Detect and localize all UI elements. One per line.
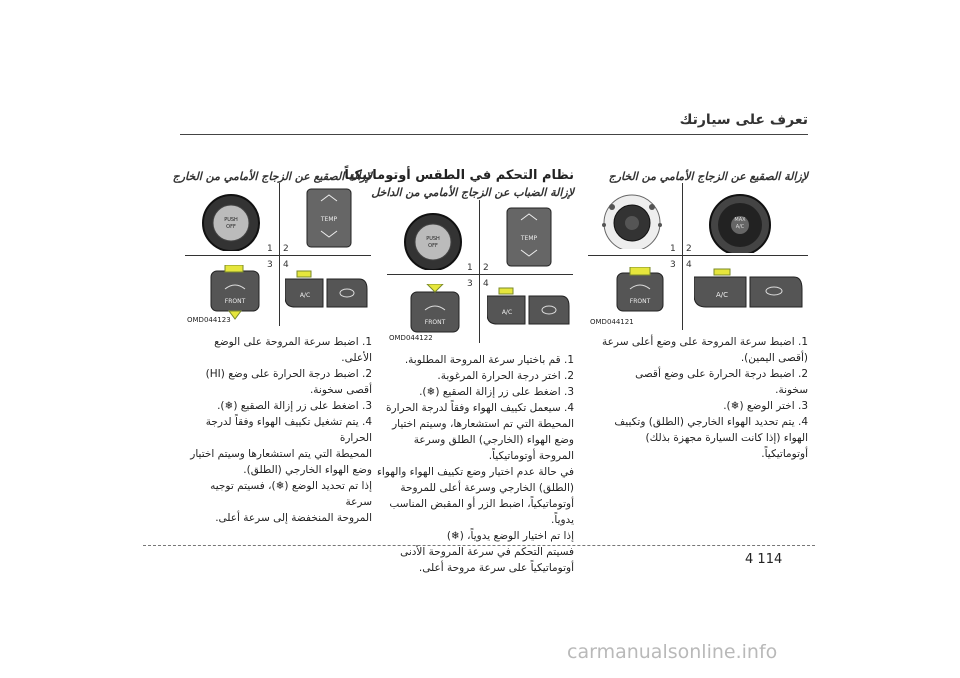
list-item: 4. سيعمل تكييف الهواء وفقاً لدرجة الحرارة bbox=[386, 402, 574, 414]
figure-label-3: 3 bbox=[467, 279, 473, 289]
figure-divider-v bbox=[682, 183, 683, 330]
list-item: المروحة المنخفضة إلى سرعة أعلى. bbox=[215, 512, 372, 524]
footer-rule bbox=[143, 545, 815, 546]
list-item: وضع الهواء الخارجي (الطلق). bbox=[243, 464, 372, 476]
section-title: تعرف على سيارتك bbox=[679, 112, 808, 128]
svg-text:A/C: A/C bbox=[735, 224, 745, 230]
figure-code: OMD044122 bbox=[389, 334, 433, 342]
list-item: في حالة عدم اختيار وضع تكييف الهواء والهواء bbox=[377, 466, 574, 478]
list-item: المروحة أوتوماتيكياً. bbox=[488, 450, 574, 462]
figure-divider-h bbox=[387, 274, 573, 275]
svg-text:FRONT: FRONT bbox=[224, 298, 246, 305]
list-item: 1. اضبط سرعة المروحة على الوضع الأعلى. bbox=[214, 336, 372, 364]
svg-text:PUSH: PUSH bbox=[224, 217, 238, 223]
svg-text:OFF: OFF bbox=[428, 243, 438, 249]
temp-buttons-icon bbox=[499, 204, 559, 270]
list-item: 2. اختر درجة الحرارة المرغوبة. bbox=[437, 370, 574, 382]
figure-label-2: 2 bbox=[483, 263, 489, 273]
list-item: المحيطة التي تم استشعارها، وسيتم اختيار bbox=[392, 418, 574, 430]
figure-label-4: 4 bbox=[283, 260, 289, 270]
temperature-dial-icon bbox=[700, 191, 780, 253]
middle-column-title: نظام التحكم في الطقس أوتوماتيكياً bbox=[344, 168, 574, 183]
ac-recirc-buttons-icon bbox=[487, 286, 571, 334]
list-item: أوتوماتيكياً على سرعة مروحة أعلى. bbox=[418, 562, 574, 574]
right-column-title: لإزالة الصقيع عن الزجاج الأمامي من الخارج bbox=[608, 170, 808, 183]
figure-label-2: 2 bbox=[686, 244, 692, 254]
svg-text:A/C: A/C bbox=[715, 291, 729, 299]
list-item: أوتوماتيكياً، اضبط الزر أو المقبض المناسب يدوياً. bbox=[389, 498, 574, 526]
svg-text:TEMP: TEMP bbox=[520, 235, 538, 242]
ac-recirc-buttons-icon bbox=[694, 267, 804, 317]
front-defrost-button-icon bbox=[405, 284, 469, 336]
svg-text:A/C: A/C bbox=[299, 292, 311, 299]
list-item: إذا تم اختيار الوضع يدوياً، (❄) bbox=[446, 530, 574, 542]
list-item: الهواء (إذا كانت السيارة مجهزة بذلك) bbox=[645, 432, 808, 444]
front-defrost-button-icon bbox=[205, 265, 269, 321]
list-item: إذا تم تحديد الوضع (❄)، فسيتم توجيه سرعة bbox=[210, 480, 372, 508]
list-item: (أقصى اليمين). bbox=[740, 352, 808, 364]
middle-steps-list bbox=[374, 352, 574, 576]
svg-text:OFF: OFF bbox=[226, 224, 236, 230]
svg-text:A/C: A/C bbox=[501, 309, 513, 316]
front-defrost-button-icon bbox=[612, 267, 672, 317]
list-item: 2. اضبط درجة الحرارة على وضع أقصى bbox=[635, 368, 808, 380]
ac-recirc-buttons-icon bbox=[285, 269, 369, 317]
list-item: 1. قم باختيار سرعة المروحة المطلوبة. bbox=[404, 354, 574, 366]
middle-figure bbox=[387, 200, 573, 343]
figure-label-1: 1 bbox=[670, 244, 676, 254]
figure-label-1: 1 bbox=[267, 244, 273, 254]
svg-text:FRONT: FRONT bbox=[424, 319, 446, 326]
list-item: 4. يتم تحديد الهواء الخارجي (الطلق) وتكييف bbox=[614, 416, 808, 428]
figure-label-2: 2 bbox=[283, 244, 289, 254]
left-steps-list bbox=[182, 334, 372, 526]
list-item: 4. يتم تشغيل تكييف الهواء وفقاً لدرجة الحرارة bbox=[205, 416, 372, 444]
header-rule bbox=[180, 134, 808, 135]
list-item: 3. اختر الوضع (❄). bbox=[723, 400, 808, 412]
page-section: 4 bbox=[745, 552, 754, 567]
list-item: أقصى سخونة. bbox=[309, 384, 372, 396]
figure-label-3: 3 bbox=[267, 260, 273, 270]
figure-label-4: 4 bbox=[483, 279, 489, 289]
left-figure bbox=[185, 183, 371, 326]
left-column-title: لإزالة الصقيع عن الزجاج الأمامي من الخارج bbox=[172, 170, 372, 183]
right-figure bbox=[588, 183, 808, 330]
watermark: carmanualsonline.info bbox=[567, 641, 778, 663]
page-number-value: 114 bbox=[757, 552, 783, 567]
middle-column-subtitle: لإزالة الضباب عن الزجاج الأمامي من الداخل bbox=[371, 186, 574, 199]
list-item: (الطلق) الخارجي وسرعة أعلى للمروحة bbox=[400, 482, 574, 494]
page-number bbox=[745, 552, 782, 567]
figure-code: OMD044123 bbox=[187, 316, 231, 324]
svg-text:PUSH: PUSH bbox=[426, 236, 440, 242]
list-item: سخونة. bbox=[775, 384, 808, 396]
figure-divider-v bbox=[479, 200, 480, 343]
push-off-dial-icon bbox=[397, 210, 469, 270]
temp-buttons-icon bbox=[299, 185, 359, 251]
figure-label-4: 4 bbox=[686, 260, 692, 270]
push-off-dial-icon bbox=[195, 191, 267, 251]
list-item: فسيتم التحكم في سرعة المروحة الأدنى bbox=[400, 546, 574, 558]
svg-text:MAX: MAX bbox=[734, 217, 746, 223]
list-item: المحيطة التي يتم استشعارها وسيتم اختيار bbox=[190, 448, 372, 460]
list-item: وضع الهواء (الخارجي) الطلق وسرعة bbox=[413, 434, 574, 446]
fan-dial-icon bbox=[596, 191, 670, 249]
list-item: 2. اضبط درجة الحرارة على وضع (HI) bbox=[205, 368, 372, 380]
right-steps-list bbox=[588, 334, 808, 462]
list-item: 3. اضغط على زر إزالة الصقيع (❄). bbox=[419, 386, 574, 398]
figure-divider-h bbox=[185, 255, 371, 256]
svg-text:TEMP: TEMP bbox=[320, 216, 338, 223]
figure-label-1: 1 bbox=[467, 263, 473, 273]
list-item: 1. اضبط سرعة المروحة على وضع أعلى سرعة bbox=[602, 336, 808, 348]
list-item: أوتوماتيكياً. bbox=[761, 448, 808, 460]
svg-text:FRONT: FRONT bbox=[629, 298, 651, 305]
list-item: 3. اضغط على زر إزالة الصقيع (❄). bbox=[217, 400, 372, 412]
figure-label-3: 3 bbox=[670, 260, 676, 270]
figure-divider-h bbox=[588, 255, 808, 256]
figure-code: OMD044121 bbox=[590, 318, 634, 326]
